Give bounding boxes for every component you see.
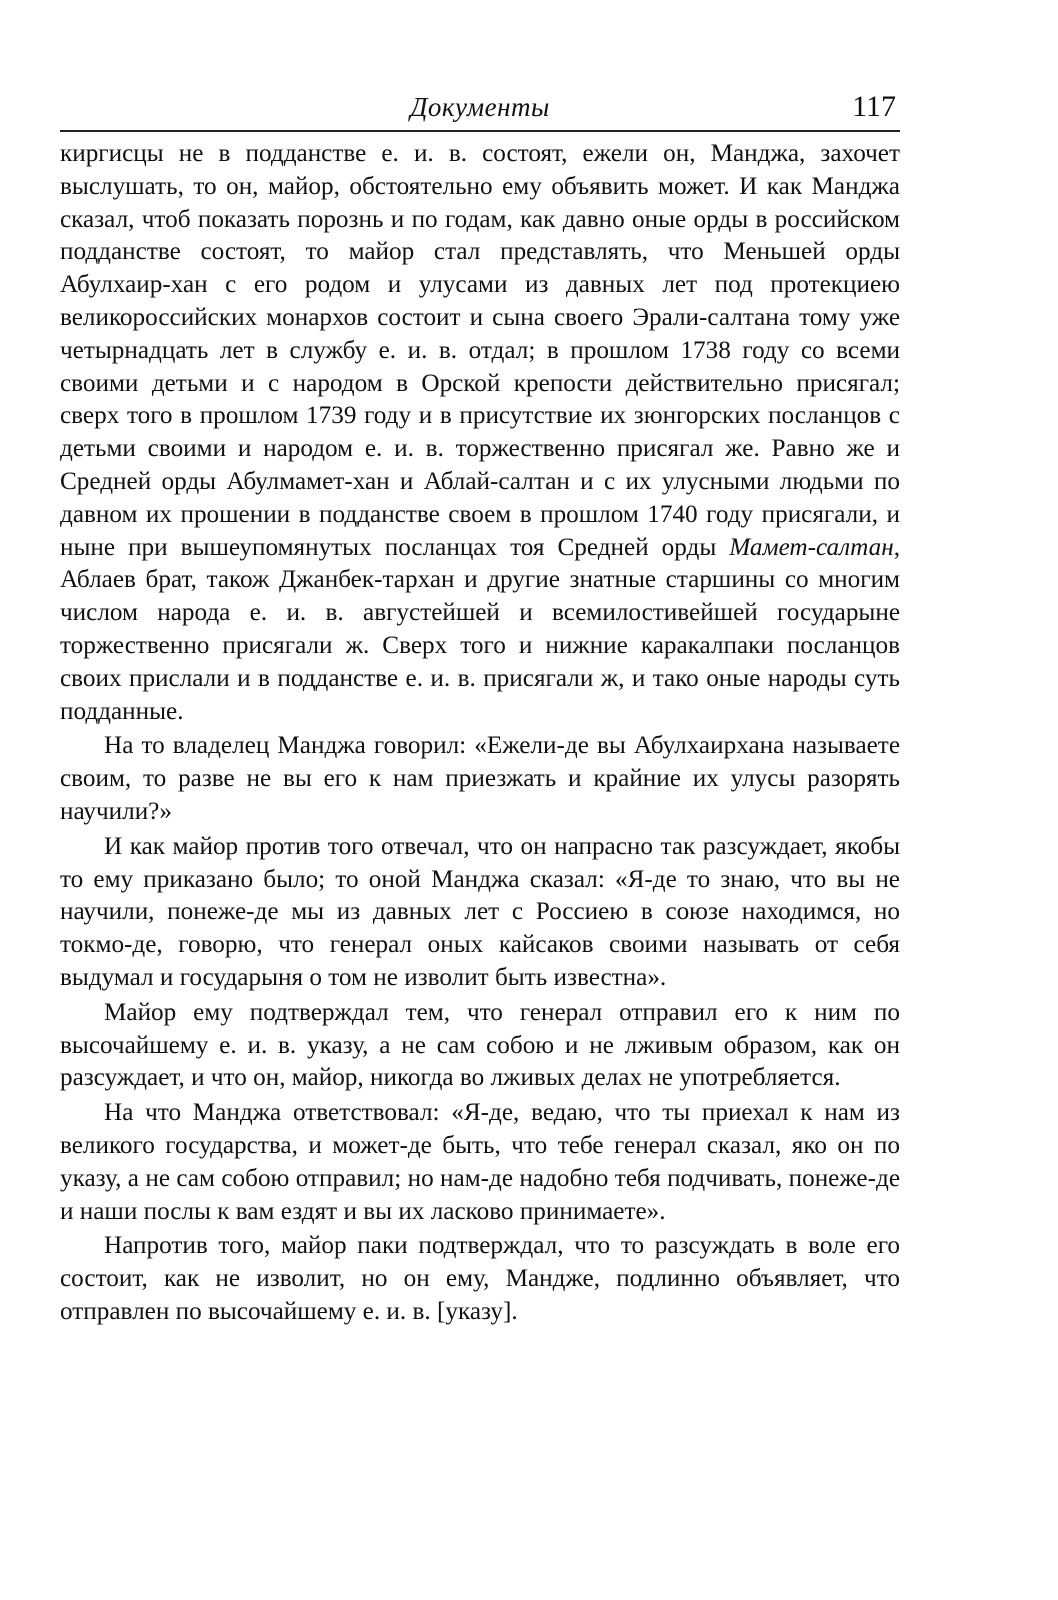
paragraph-5	[60, 1097, 900, 1228]
document-page	[60, 86, 900, 1329]
paragraph-4	[60, 997, 900, 1095]
paragraph-1	[60, 138, 900, 728]
paragraph-6	[60, 1230, 900, 1328]
paragraph-2	[60, 730, 900, 828]
body-text	[60, 138, 900, 1329]
paragraph-text: Майор ему подтверждал тем, что генерал отправил его к ним по высочайшему е. и. в. указу, а не сам собою и не лживым образом, как он разсуждает, и что он, майор, никогда во лживых делах не употребляется.	[60, 998, 900, 1092]
running-header	[60, 86, 900, 132]
paragraph-text: , Аблаев брат, також Джанбек-тархан и другие знатные старшины со многим числом народа е. и. в. августейшей и всемилостивейшей государыне торжественно присягали ж. Сверх того и нижние каракалпаки посланцов своих прислали и в подданстве е. и. в. присягали ж, и тако оные народы суть подданные.	[60, 533, 900, 725]
paragraph-3	[60, 831, 900, 995]
paragraph-text: Напротив того, майор паки подтверждал, что то разсуждать в воле его состоит, как не изволит, но он ему, Мандже, подлинно объявляет, что отправлен по высочайшему е. и. в. [указу].	[60, 1232, 900, 1325]
paragraph-text: На то владелец Манджа говорил: «Ежели-де вы Абулхаирхана называете своим, то разве не вы его к нам приезжать и крайние их улусы разорять научили?»	[60, 732, 900, 825]
running-title: Документы	[410, 92, 550, 122]
paragraph-text: На что Манджа ответствовал: «Я-де, ведаю, что ты приехал к нам из великого государства, и может-де быть, что тебе генерал сказал, яко он по указу, а не сам собою отправил; но нам-де надобно тебя подчивать, понеже-де и наши послы к вам ездят и вы их ласково принимаете».	[60, 1099, 900, 1225]
italic-name: Мамет-салтан	[729, 533, 894, 561]
paragraph-text: киргисцы не в подданстве е. и. в. состоят, ежели он, Манджа, захочет выслушать, то он, майор, обстоятельно ему объявить может. И как Манджа сказал, чтоб показать порознь и по годам, как давно оные орды в российском подданстве состоят, то майор стал представлять, что Меньшей орды Абулхаир-хан с его родом и улусами из давных лет под протекциею великороссийских монархов состоит и сына своего Эрали-салтана тому уже четырнадцать лет в службу е. и. в. отдал; в прошлом 1738 году со всеми своими детьми и с народом в Орской крепости действительно присягал; сверх того в прошлом 1739 году и в присутствие их зюнгорских посланцов с детьми своими и народом е. и. в. торжественно присягал же. Равно же и Средней орды Абулмамет-хан и Аблай-салтан и с их улусными людьми по давном их прошении в подданстве своем в прошлом 1740 году присягали, и ныне при вышеупомянутых посланцах тоя Средней орды	[60, 140, 900, 561]
page-number: 117	[852, 90, 896, 123]
paragraph-text: И как майор против того отвечал, что он напрасно так разсуждает, якобы то ему приказано было; то оной Манджа сказал: «Я-де то знаю, что вы не научили, понеже-де мы из давных лет с Россиею в союзе находимся, но токмо-де, говорю, что генерал оных кайсаков своими называть от себя выдумал и государыня о том не изволит быть известна».	[60, 832, 900, 991]
